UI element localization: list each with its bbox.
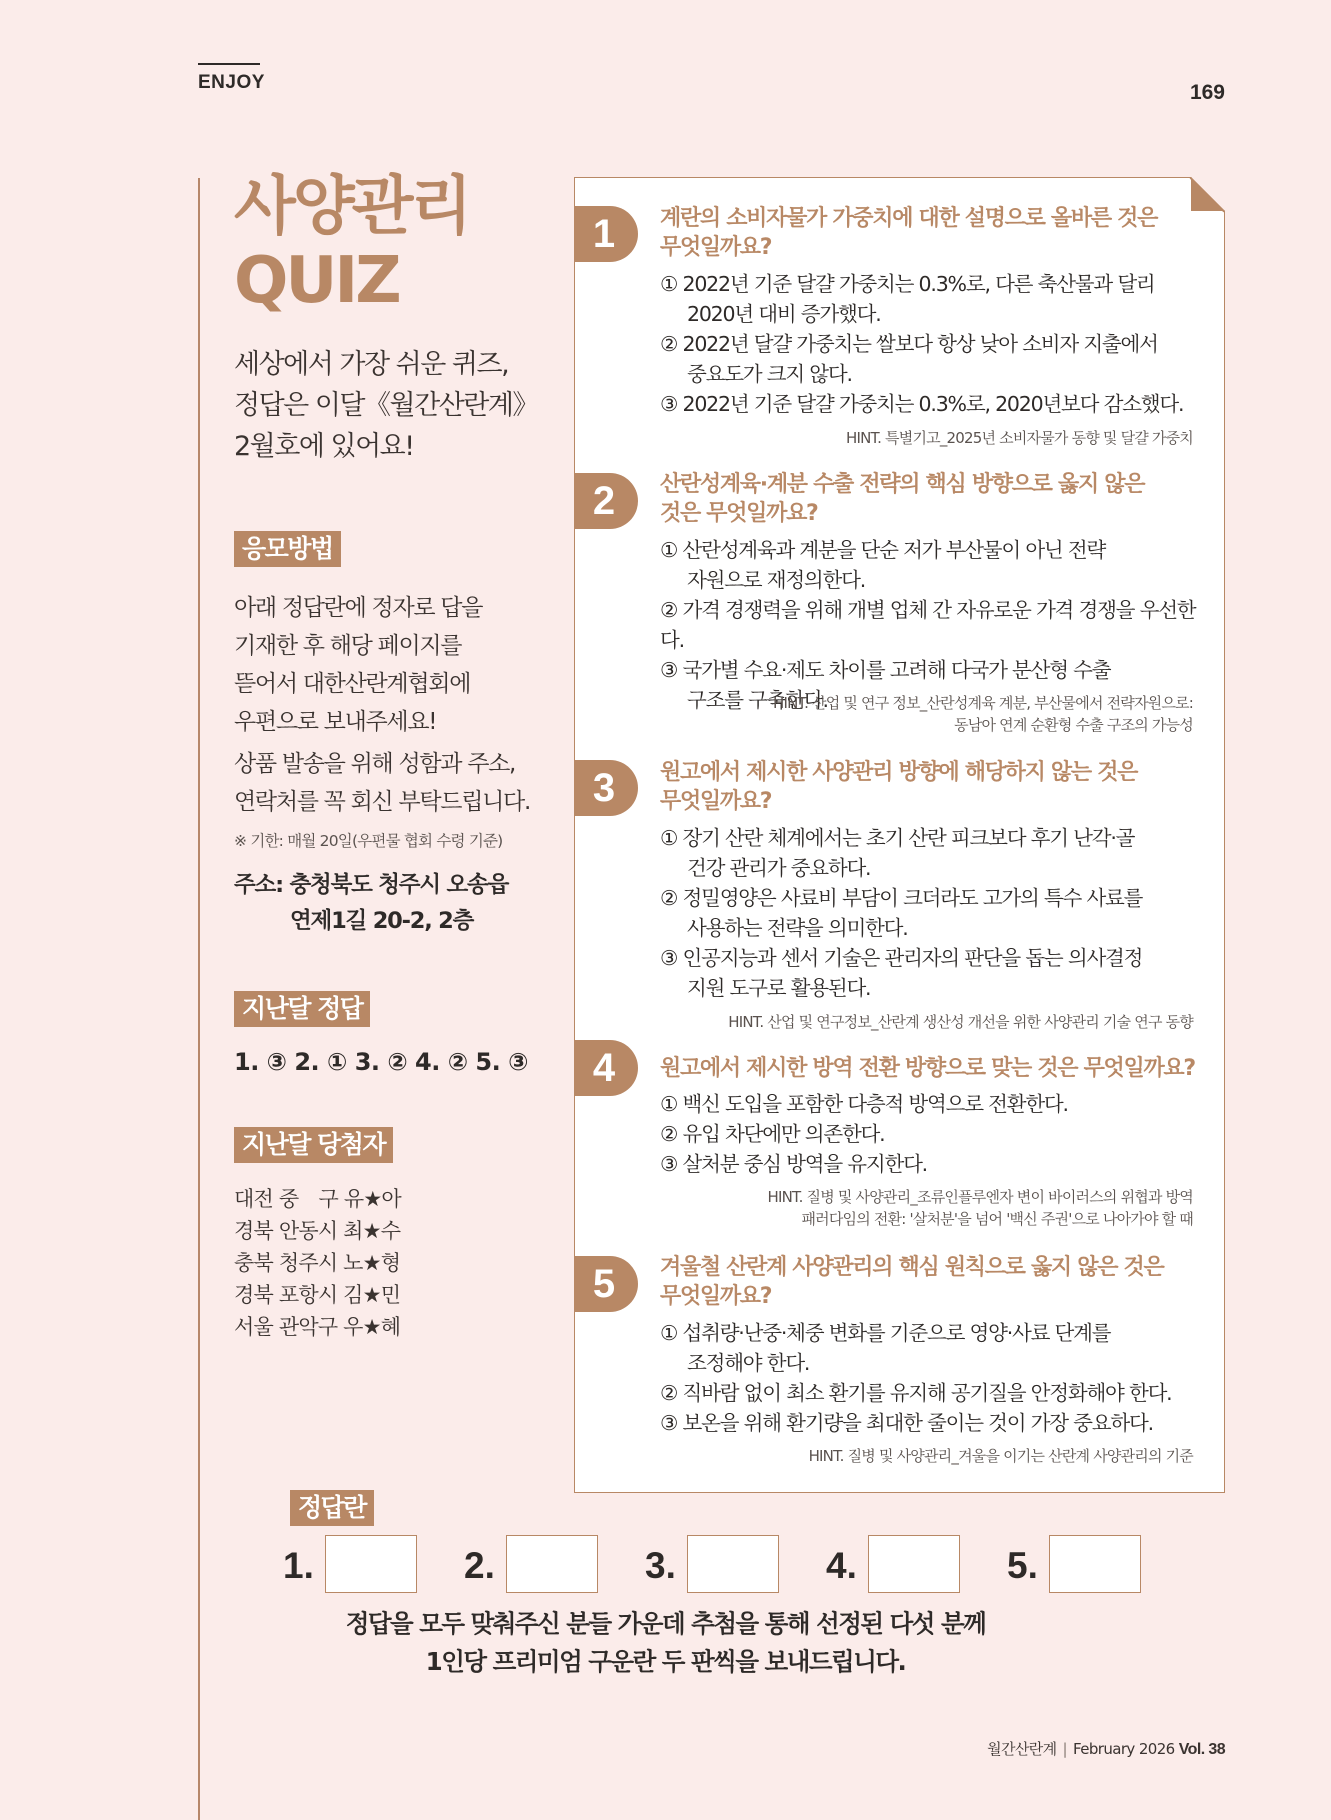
last-month-winners-label: 지난달 당첨자 [234, 1127, 393, 1163]
answer-number: 3. [645, 1545, 676, 1586]
option-item [660, 1149, 1205, 1179]
prize-notice [0, 1605, 1331, 1681]
option-text-cont: 구조를 구축한다. [687, 688, 828, 712]
option-text-cont: 건강 관리가 중요하다. [687, 856, 871, 880]
option-text: ① 산란성계육과 계분을 단순 저가 부산물이 아닌 전략 [660, 538, 1106, 562]
option-text: ③ 살처분 중심 방역을 유지한다. [660, 1152, 927, 1176]
hint-line: HINT. 산업 및 연구정보_산란계 생산성 개선을 위한 사양관리 기술 연구 동향 [728, 1013, 1193, 1031]
option-text: ③ 보온을 위해 환기량을 최대한 줄이는 것이 가장 중요하다. [660, 1411, 1153, 1435]
winners-list [234, 1183, 559, 1343]
option-item [660, 1119, 1205, 1149]
title-line: 원고에서 제시한 사양관리 방향에 해당하지 않는 것은 [660, 760, 1138, 785]
question-number-badge: 1 [574, 206, 638, 262]
left-divider [198, 178, 200, 1820]
question-hint [809, 1445, 1193, 1467]
option-text: ① 2022년 기준 달걀 가중치는 0.3%로, 다른 축산물과 달리 [660, 272, 1155, 296]
answer-box-4[interactable] [868, 1535, 960, 1593]
subtitle [234, 344, 559, 467]
answer-box-5[interactable] [1049, 1535, 1141, 1593]
option-item [660, 943, 1205, 1003]
text-line: 뜯어서 대한산란계협회에 [234, 671, 471, 697]
question-hint [773, 692, 1193, 736]
question-options [660, 1089, 1205, 1179]
answer-box-1[interactable] [325, 1535, 417, 1593]
question-title [660, 1253, 1200, 1311]
option-item [660, 389, 1205, 419]
option-text-cont: 조정해야 한다. [687, 1351, 810, 1375]
option-item [660, 1408, 1205, 1438]
hint-line: HINT. 특별기고_2025년 소비자물가 동향 및 달걀 가중치 [846, 429, 1193, 447]
footer-separator: | [1062, 1740, 1068, 1758]
option-item [660, 595, 1205, 655]
subtitle-line: 정답은 이달《월간산란계》 [234, 390, 538, 421]
entry-method-label: 응모방법 [234, 531, 341, 567]
answer-sheet [283, 1535, 1183, 1593]
question-options [660, 269, 1205, 419]
question-hint [728, 1011, 1193, 1033]
text-line: 우편으로 보내주세요! [234, 709, 437, 735]
title-line: 겨울철 산란계 사양관리의 핵심 원칙으로 옳지 않은 것은 [660, 1255, 1164, 1280]
question-hint [768, 1186, 1194, 1230]
page-number: 169 [1189, 81, 1225, 104]
issue-volume: Vol. 38 [1178, 1741, 1225, 1758]
answer-number: 1. [283, 1545, 314, 1586]
option-item [660, 883, 1205, 943]
subtitle-line: 세상에서 가장 쉬운 퀴즈, [234, 349, 509, 380]
option-text: ② 직바람 없이 최소 환기를 유지해 공기질을 안정화해야 한다. [660, 1381, 1172, 1405]
option-text: ① 백신 도입을 포함한 다층적 방역으로 전환한다. [660, 1092, 1068, 1116]
address-line: 주소: 충청북도 청주시 오송읍 [234, 872, 509, 898]
hint-line: HINT. 산업 및 연구 정보_산란성계육 계분, 부산물에서 전략자원으로: [772, 694, 1193, 712]
last-month-answers: 1. ③ 2. ① 3. ② 4. ② 5. ③ [234, 1048, 528, 1076]
hint-line: 패러다임의 전환: '살처분'을 넘어 '백신 주권'으로 나아가야 할 때 [801, 1210, 1193, 1228]
option-item [660, 1089, 1205, 1119]
hint-line: HINT. 질병 및 사양관리_겨울을 이기는 산란계 사양관리의 기준 [808, 1447, 1193, 1465]
title-line: 원고에서 제시한 방역 전환 방향으로 맞는 것은 무엇일까요? [660, 1056, 1195, 1081]
option-text-cont: 지원 도구로 활용된다. [687, 976, 871, 1000]
title-line: 것은 무엇일까요? [660, 501, 818, 526]
answer-number: 5. [1007, 1545, 1038, 1586]
notice-line: 정답을 모두 맞춰주신 분들 가운데 추첨을 통해 선정된 다섯 분께 [345, 1609, 986, 1638]
title-line: 사양관리 [234, 170, 470, 244]
title-line: 무엇일까요? [660, 789, 772, 814]
text-line: 아래 정답란에 정자로 답을 [234, 595, 483, 621]
answer-sheet-label: 정답란 [290, 1490, 374, 1526]
winner-item: 경북 포항시 김★민 [234, 1283, 401, 1307]
option-item [660, 269, 1205, 329]
answer-box-2[interactable] [506, 1535, 598, 1593]
option-text: ③ 인공지능과 센서 기술은 관리자의 판단을 돕는 의사결정 [660, 946, 1143, 970]
question-title [660, 204, 1200, 262]
section-tag: ENJOY [198, 72, 265, 93]
question-number-badge: 3 [574, 760, 638, 816]
winner-item: 경북 안동시 최★수 [234, 1219, 401, 1243]
text-line: 연락처를 꼭 회신 부탁드립니다. [234, 789, 530, 815]
option-item [660, 1378, 1205, 1408]
question-number-badge: 5 [574, 1256, 638, 1312]
title-line: 계란의 소비자물가 가중치에 대한 설명으로 올바른 것은 [660, 206, 1158, 231]
last-month-answers-label: 지난달 정답 [234, 991, 370, 1027]
footer [987, 1738, 1225, 1759]
option-text-cont: 중요도가 크지 않다. [687, 362, 852, 386]
title-line: 무엇일까요? [660, 1284, 772, 1309]
option-item [660, 329, 1205, 389]
notice-line: 1인당 프리미엄 구운란 두 판씩을 보내드립니다. [425, 1647, 906, 1676]
hint-line: 동남아 연계 순환형 수출 구조의 가능성 [954, 716, 1193, 734]
option-item [660, 535, 1205, 595]
winner-item: 서울 관악구 우★혜 [234, 1315, 401, 1339]
address-line: 연제1길 20-2, 2층 [290, 908, 474, 934]
answer-number: 2. [464, 1545, 495, 1586]
title-line: 무엇일까요? [660, 235, 772, 260]
hint-line: HINT. 질병 및 사양관리_조류인플루엔자 변이 바이러스의 위협과 방역 [767, 1188, 1193, 1206]
option-text-cont: 자원으로 재정의한다. [687, 568, 866, 592]
text-line: 기재한 후 해당 페이지를 [234, 633, 462, 659]
answer-number: 4. [826, 1545, 857, 1586]
question-options [660, 535, 1205, 715]
question-title [660, 1054, 1200, 1083]
option-text: ① 장기 산란 체계에서는 초기 산란 피크보다 후기 난각·골 [660, 826, 1135, 850]
answer-box-3[interactable] [687, 1535, 779, 1593]
title-line: 산란성계육·계분 수출 전략의 핵심 방향으로 옳지 않은 [660, 472, 1145, 497]
left-column [234, 170, 559, 1343]
text-line: 상품 발송을 위해 성함과 주소, [234, 751, 516, 777]
option-text: ① 섭취량·난중·체중 변화를 기준으로 영양·사료 단계를 [660, 1321, 1111, 1345]
winner-item: 충북 청주시 노★형 [234, 1251, 401, 1275]
subtitle-line: 2월호에 있어요! [234, 431, 414, 462]
option-text: ② 2022년 달걀 가중치는 쌀보다 항상 낮아 소비자 지출에서 [660, 332, 1158, 356]
entry-method-text [234, 589, 559, 741]
question-title [660, 470, 1200, 528]
magazine-name: 월간산란계 [987, 1740, 1057, 1758]
page-title [234, 170, 559, 318]
option-text-cont: 사용하는 전략을 의미한다. [687, 916, 908, 940]
winner-item: 대전 중 구 유★아 [234, 1187, 401, 1211]
option-text: ② 정밀영양은 사료비 부담이 크더라도 고가의 특수 사료를 [660, 886, 1143, 910]
question-title [660, 758, 1200, 816]
option-text: ② 가격 경쟁력을 위해 개별 업체 간 자유로운 가격 경쟁을 우선한다. [660, 598, 1196, 652]
option-item [660, 823, 1205, 883]
title-line: QUIZ [234, 244, 399, 318]
entry-method-note [234, 745, 559, 821]
question-number-badge: 4 [574, 1040, 638, 1096]
option-text: ② 유입 차단에만 의존한다. [660, 1122, 885, 1146]
question-hint [846, 427, 1193, 449]
option-text: ③ 2022년 기준 달걀 가중치는 0.3%로, 2020년보다 감소했다. [660, 392, 1184, 416]
issue-date: February 2026 [1073, 1740, 1175, 1758]
option-text-cont: 2020년 대비 증가했다. [687, 302, 881, 326]
option-item [660, 1318, 1205, 1378]
question-options [660, 1318, 1205, 1438]
deadline-note: ※ 기한: 매월 20일(우편물 협회 수령 기준) [234, 832, 503, 850]
question-options [660, 823, 1205, 1003]
question-number-badge: 2 [574, 473, 638, 529]
mailing-address [234, 867, 559, 939]
option-text: ③ 국가별 수요·제도 차이를 고려해 다국가 분산형 수출 [660, 658, 1111, 682]
